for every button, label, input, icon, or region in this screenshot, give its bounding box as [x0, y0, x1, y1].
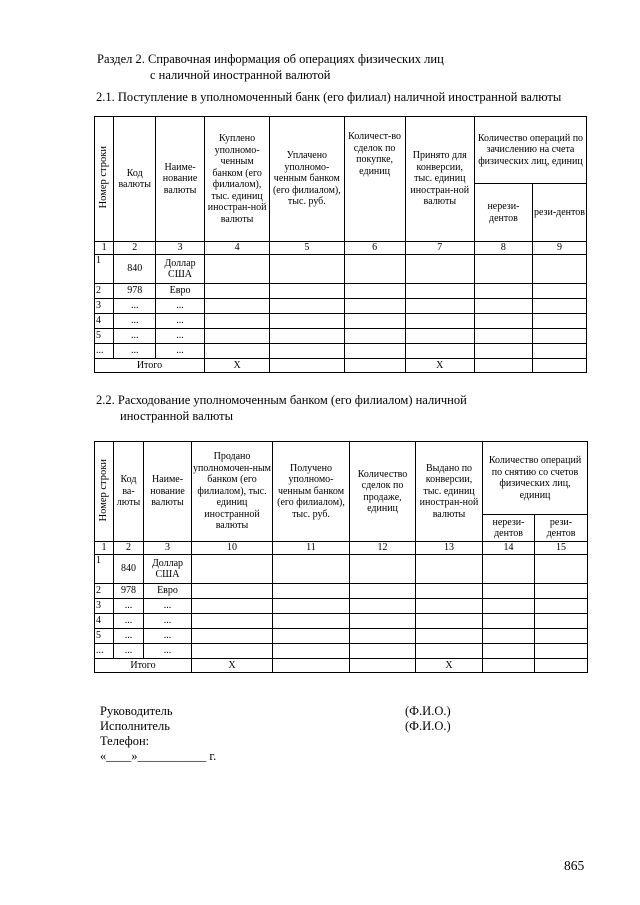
column-numbers-row	[95, 542, 588, 555]
cell-residents[interactable]	[535, 584, 588, 599]
currency-name: ...	[156, 329, 205, 344]
cell-bought[interactable]	[204, 255, 269, 284]
cell-received-rub[interactable]	[273, 629, 350, 644]
cell-total-paid[interactable]	[270, 359, 344, 373]
cell-total-nonresidents[interactable]	[474, 359, 532, 373]
table-row	[95, 255, 587, 284]
row-number: ...	[95, 644, 114, 659]
cell-deals-count[interactable]	[344, 299, 405, 314]
header-nonresidents: нерези-дентов	[474, 184, 532, 242]
cell-deals-count[interactable]	[350, 644, 416, 659]
row-number: 4	[95, 314, 114, 329]
cell-total-residents[interactable]	[535, 659, 588, 673]
currency-name: Доллар США	[144, 555, 192, 584]
cell-nonresidents[interactable]	[483, 555, 535, 584]
cell-conversion[interactable]	[405, 284, 474, 299]
column-number: 6	[344, 242, 405, 255]
cell-paid-rub[interactable]	[270, 329, 344, 344]
row-number: 3	[95, 599, 114, 614]
cell-nonresidents[interactable]	[474, 299, 532, 314]
date-field[interactable]: «____»___________ г.	[100, 749, 217, 763]
column-number: 2	[114, 242, 156, 255]
currency-name: ...	[144, 644, 192, 659]
total-row	[95, 659, 588, 673]
header-deals-count: Количество сделок по продаже, единиц	[350, 442, 416, 542]
table-row	[95, 584, 588, 599]
section-title	[97, 51, 444, 83]
cell-nonresidents[interactable]	[474, 284, 532, 299]
cell-residents[interactable]	[535, 614, 588, 629]
row-number: 5	[95, 629, 114, 644]
currency-code: ...	[114, 629, 144, 644]
currency-code: 840	[114, 255, 156, 284]
cell-conversion[interactable]	[405, 344, 474, 359]
row-number: ...	[95, 344, 114, 359]
cell-bought[interactable]	[204, 284, 269, 299]
currency-code: ...	[114, 314, 156, 329]
table-row	[95, 644, 588, 659]
cell-conversion[interactable]	[416, 614, 483, 629]
cell-sold[interactable]	[192, 584, 273, 599]
currency-code: ...	[114, 614, 144, 629]
cell-nonresidents[interactable]	[483, 629, 535, 644]
cell-residents[interactable]	[532, 255, 586, 284]
cell-deals-count[interactable]	[350, 629, 416, 644]
cell-residents[interactable]	[532, 284, 586, 299]
row-number: 4	[95, 614, 114, 629]
cell-nonresidents[interactable]	[483, 614, 535, 629]
column-number: 3	[156, 242, 205, 255]
cell-bought[interactable]	[204, 314, 269, 329]
cell-conversion[interactable]	[416, 629, 483, 644]
cell-received-rub[interactable]	[273, 599, 350, 614]
cell-received-rub[interactable]	[273, 644, 350, 659]
currency-code: ...	[114, 329, 156, 344]
cell-nonresidents[interactable]	[474, 344, 532, 359]
cell-residents[interactable]	[535, 555, 588, 584]
total-label: Итого	[95, 359, 205, 373]
header-currency-name: Наиме-нование валюты	[156, 117, 205, 242]
cell-residents[interactable]	[532, 299, 586, 314]
currency-name: Евро	[156, 284, 205, 299]
cell-paid-rub[interactable]	[270, 344, 344, 359]
column-number: 1	[95, 242, 114, 255]
total-x-mark: X	[192, 659, 273, 673]
column-numbers-row	[95, 242, 587, 255]
cell-deals-count[interactable]	[344, 255, 405, 284]
currency-name: ...	[144, 599, 192, 614]
currency-name: ...	[144, 629, 192, 644]
signature-executor-fio: (Ф.И.О.)	[405, 719, 451, 733]
column-number: 2	[114, 542, 144, 555]
cell-paid-rub[interactable]	[270, 284, 344, 299]
cell-conversion[interactable]	[416, 555, 483, 584]
header-paid-rub: Уплачено уполномо-ченным банком (его филиалом), тыс. руб.	[270, 117, 344, 242]
table2-title	[96, 392, 467, 424]
header-operations: Количество операций по зачислению на счета физических лиц, единиц	[474, 117, 586, 184]
currency-code: ...	[114, 644, 144, 659]
currency-name: ...	[156, 299, 205, 314]
section-title-line1: Раздел 2. Справочная информация об операциях физических лиц	[97, 52, 444, 66]
cell-conversion[interactable]	[405, 329, 474, 344]
cell-residents[interactable]	[532, 314, 586, 329]
header-sold: Продано уполномочен-ным банком (его филиалом), тыс. единиц иностранной валюты	[192, 442, 273, 542]
cell-deals-count[interactable]	[350, 555, 416, 584]
cell-deals-count[interactable]	[350, 599, 416, 614]
table2-title-line2: иностранной валюты	[120, 409, 234, 423]
total-label: Итого	[95, 659, 192, 673]
currency-code: 978	[114, 284, 156, 299]
currency-name: ...	[156, 344, 205, 359]
currency-name: Евро	[144, 584, 192, 599]
column-number: 8	[474, 242, 532, 255]
table-row	[95, 314, 587, 329]
header-operations: Количество операций по снятию со счетов физических лиц, единиц	[483, 442, 588, 515]
cell-bought[interactable]	[204, 344, 269, 359]
currency-code: 840	[114, 555, 144, 584]
cell-total-residents[interactable]	[532, 359, 586, 373]
table-row	[95, 629, 588, 644]
total-x-mark: X	[405, 359, 474, 373]
header-currency-code: Код ва-люты	[114, 442, 144, 542]
column-number: 15	[535, 542, 588, 555]
table-row	[95, 599, 588, 614]
cell-deals-count[interactable]	[350, 614, 416, 629]
currency-code: ...	[114, 599, 144, 614]
column-number: 13	[416, 542, 483, 555]
row-number: 1	[95, 255, 114, 284]
column-number: 5	[270, 242, 344, 255]
cell-bought[interactable]	[204, 299, 269, 314]
table-row	[95, 344, 587, 359]
currency-name: ...	[144, 614, 192, 629]
cell-total-received[interactable]	[273, 659, 350, 673]
column-number: 3	[144, 542, 192, 555]
header-row-number: Номер строки	[95, 117, 114, 242]
cell-received-rub[interactable]	[273, 614, 350, 629]
currency-name: ...	[156, 314, 205, 329]
column-number: 7	[405, 242, 474, 255]
cell-deals-count[interactable]	[344, 344, 405, 359]
cell-deals-count[interactable]	[344, 329, 405, 344]
table1-title: 2.1. Поступление в уполномоченный банк (его филиал) наличной иностранной валюты	[96, 90, 562, 104]
signature-head-label: Руководитель	[100, 704, 173, 718]
column-number: 9	[532, 242, 586, 255]
cell-total-deals[interactable]	[344, 359, 405, 373]
phone-label: Телефон:	[100, 734, 150, 748]
cell-nonresidents[interactable]	[483, 644, 535, 659]
column-number: 12	[350, 542, 416, 555]
cell-sold[interactable]	[192, 644, 273, 659]
cell-nonresidents[interactable]	[474, 314, 532, 329]
header-currency-code: Код валюты	[114, 117, 156, 242]
table2-title-line1: 2.2. Расходование уполномоченным банком (его филиалом) наличной	[96, 393, 467, 407]
column-number: 4	[204, 242, 269, 255]
header-conversion: Принято для конверсии, тыс. единиц иностран-ной валюты	[405, 117, 474, 242]
table-row	[95, 299, 587, 314]
cell-deals-count[interactable]	[350, 584, 416, 599]
cell-nonresidents[interactable]	[483, 584, 535, 599]
cell-residents[interactable]	[532, 329, 586, 344]
signature-head-fio: (Ф.И.О.)	[405, 704, 451, 718]
column-number: 10	[192, 542, 273, 555]
header-residents: рези-дентов	[532, 184, 586, 242]
cell-paid-rub[interactable]	[270, 255, 344, 284]
row-number: 1	[95, 555, 114, 584]
total-x-mark: X	[416, 659, 483, 673]
table-row	[95, 284, 587, 299]
page-number: 865	[564, 858, 585, 873]
currency-name: Доллар США	[156, 255, 205, 284]
cell-sold[interactable]	[192, 629, 273, 644]
cell-residents[interactable]	[535, 599, 588, 614]
cell-sold[interactable]	[192, 555, 273, 584]
cell-received-rub[interactable]	[273, 584, 350, 599]
table-row	[95, 614, 588, 629]
cell-received-rub[interactable]	[273, 555, 350, 584]
row-number: 2	[95, 584, 114, 599]
cell-conversion[interactable]	[405, 255, 474, 284]
header-row-number: Номер строки	[95, 442, 114, 542]
currency-code: ...	[114, 344, 156, 359]
cell-paid-rub[interactable]	[270, 314, 344, 329]
row-number: 2	[95, 284, 114, 299]
cell-sold[interactable]	[192, 614, 273, 629]
cell-residents[interactable]	[535, 644, 588, 659]
cell-conversion[interactable]	[405, 299, 474, 314]
column-number: 11	[273, 542, 350, 555]
header-currency-name: Наиме-нование валюты	[144, 442, 192, 542]
signature-executor-label: Исполнитель	[100, 719, 170, 733]
cell-conversion[interactable]	[416, 644, 483, 659]
cell-total-deals[interactable]	[350, 659, 416, 673]
cell-conversion[interactable]	[416, 584, 483, 599]
cell-deals-count[interactable]	[344, 284, 405, 299]
cell-conversion[interactable]	[405, 314, 474, 329]
cell-deals-count[interactable]	[344, 314, 405, 329]
cell-nonresidents[interactable]	[483, 599, 535, 614]
section-title-line2: с наличной иностранной валютой	[150, 68, 331, 82]
cell-paid-rub[interactable]	[270, 299, 344, 314]
cell-nonresidents[interactable]	[474, 255, 532, 284]
header-residents: рези-дентов	[535, 515, 588, 542]
header-deals-count: Количест-во сделок по покупке, единиц	[344, 117, 405, 242]
header-bought: Куплено уполномо-ченным банком (его филиалом), тыс. единиц иностран-ной валюты	[204, 117, 269, 242]
table-row	[95, 555, 588, 584]
column-number: 1	[95, 542, 114, 555]
row-number: 5	[95, 329, 114, 344]
cell-sold[interactable]	[192, 599, 273, 614]
header-received-rub: Получено уполномо-ченным банком (его филиалом), тыс. руб.	[273, 442, 350, 542]
cell-total-nonresidents[interactable]	[483, 659, 535, 673]
column-number: 14	[483, 542, 535, 555]
header-nonresidents: нерези-дентов	[483, 515, 535, 542]
currency-code: 978	[114, 584, 144, 599]
cell-nonresidents[interactable]	[474, 329, 532, 344]
cell-bought[interactable]	[204, 329, 269, 344]
table1	[94, 116, 587, 373]
total-row	[95, 359, 587, 373]
cell-residents[interactable]	[535, 629, 588, 644]
cell-conversion[interactable]	[416, 599, 483, 614]
total-x-mark: X	[204, 359, 269, 373]
cell-residents[interactable]	[532, 344, 586, 359]
header-conversion: Выдано по конверсии, тыс. единиц иностран-ной валюты	[416, 442, 483, 542]
currency-code: ...	[114, 299, 156, 314]
row-number: 3	[95, 299, 114, 314]
table2	[94, 441, 588, 673]
table-row	[95, 329, 587, 344]
